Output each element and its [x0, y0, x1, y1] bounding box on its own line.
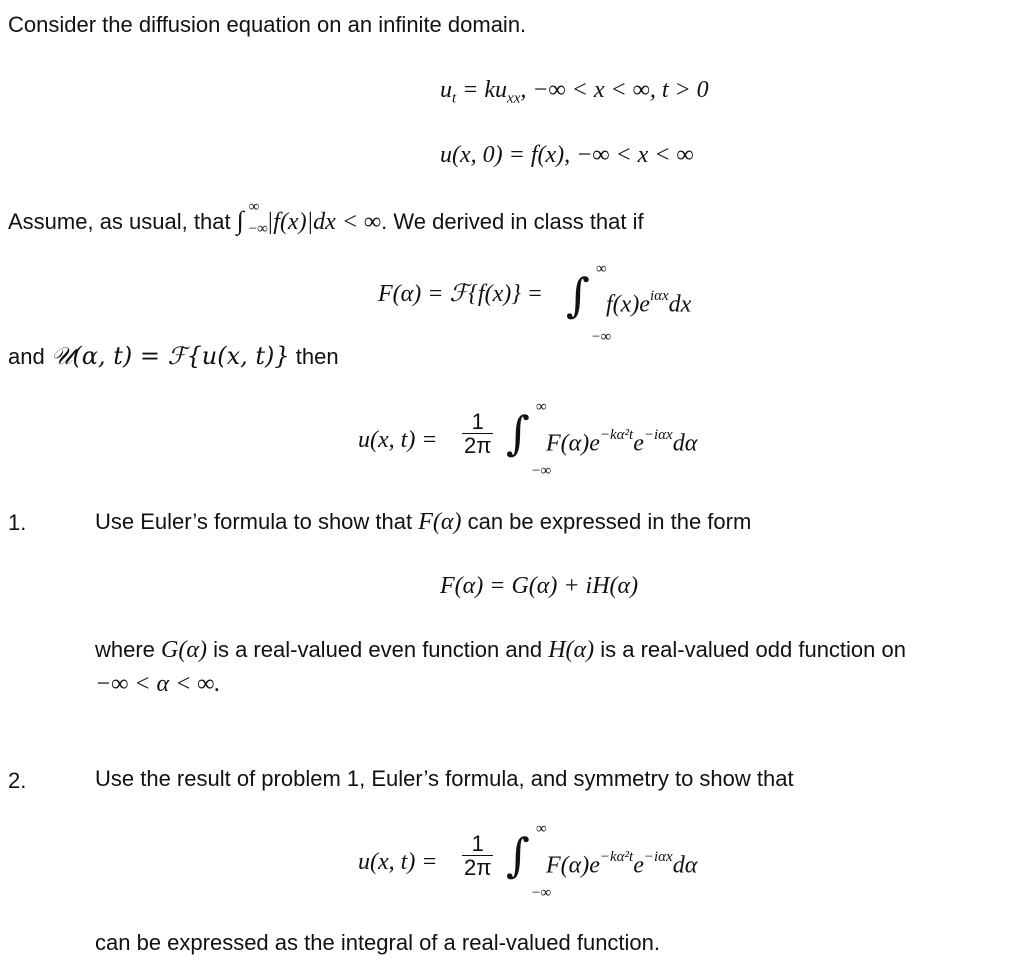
- problem-1-text: Use Euler’s formula to show that F(α) can be expressed in the form: [95, 509, 752, 535]
- problem-2-number: 2.: [8, 768, 27, 793]
- inverse-integral-1: ∫ ∞ −∞: [506, 399, 552, 479]
- inverse-fraction-2: $\frac{1}{2\pi}$: [464, 831, 492, 881]
- fourier-lhs: F(α) = ℱ{f(x)} =: [378, 281, 543, 307]
- problem-1-where: where G(α) is a real-valued even function and H(α) is a real-valued odd function on: [95, 637, 906, 663]
- fourier-integrand: $f(x)e^{i\alpha x}dx$: [606, 288, 692, 318]
- inverse-lhs-2: u(x, t) =: [358, 849, 438, 875]
- and-then-text: and 𝒰(α, t) = ℱ{u(x, t)} then: [8, 342, 339, 370]
- assume-integrand: |f(x)|dx < ∞: [266, 209, 382, 235]
- fourier-definition: [378, 282, 543, 306]
- inverse-integrand-2: $F(\alpha)e^{-k\alpha^2t}e^{-i\alpha x}d\alpha$: [546, 849, 698, 879]
- inverse-integral-2: ∫ ∞ −∞: [506, 821, 552, 901]
- inverse-fraction-1: $\frac{1}{2\pi}$: [464, 409, 492, 459]
- assume-upper-limit: ∞: [248, 199, 260, 215]
- pde-equation: $u_t = ku_{xx}$, −∞ < x < ∞, t > 0: [440, 77, 709, 107]
- problem-2-text: Use the result of problem 1, Euler’s formula, and symmetry to show that: [95, 766, 794, 791]
- problem-2-conclusion: can be expressed as the integral of a real-valued function.: [95, 930, 661, 955]
- integral-sign: ∫: [566, 268, 590, 322]
- assume-lower-limit: −∞: [248, 221, 268, 237]
- problem-1-equation: F(α) = G(α) + iH(α): [440, 573, 639, 599]
- fourier-integral: [566, 261, 612, 345]
- fourier-upper-limit: ∞: [596, 261, 607, 277]
- integral-sign: ∫: [506, 828, 530, 882]
- fourier-lower-limit: −∞: [592, 329, 612, 345]
- transform-u: 𝒰(α, t) = ℱ{u(x, t)}: [50, 342, 290, 370]
- intro-text: Consider the diffusion equation on an infinite domain.: [8, 12, 527, 37]
- inverse-lhs-1: u(x, t) =: [358, 427, 438, 453]
- inverse-integrand-1: $F(\alpha)e^{-k\alpha^2t}e^{-i\alpha x}d\alpha$: [546, 427, 698, 457]
- initial-condition: u(x, 0) = f(x), −∞ < x < ∞: [440, 142, 694, 168]
- problem-1-domain: −∞ < α < ∞.: [95, 671, 221, 697]
- integral-sign: ∫: [506, 406, 530, 460]
- assumption-text: Assume, as usual, that ∫ ∞ −∞ |f(x)|dx < ∞. We derived in class that if: [8, 199, 644, 237]
- problem-1-number: 1.: [8, 510, 27, 535]
- assume-prefix: Assume, as usual, that: [8, 209, 237, 234]
